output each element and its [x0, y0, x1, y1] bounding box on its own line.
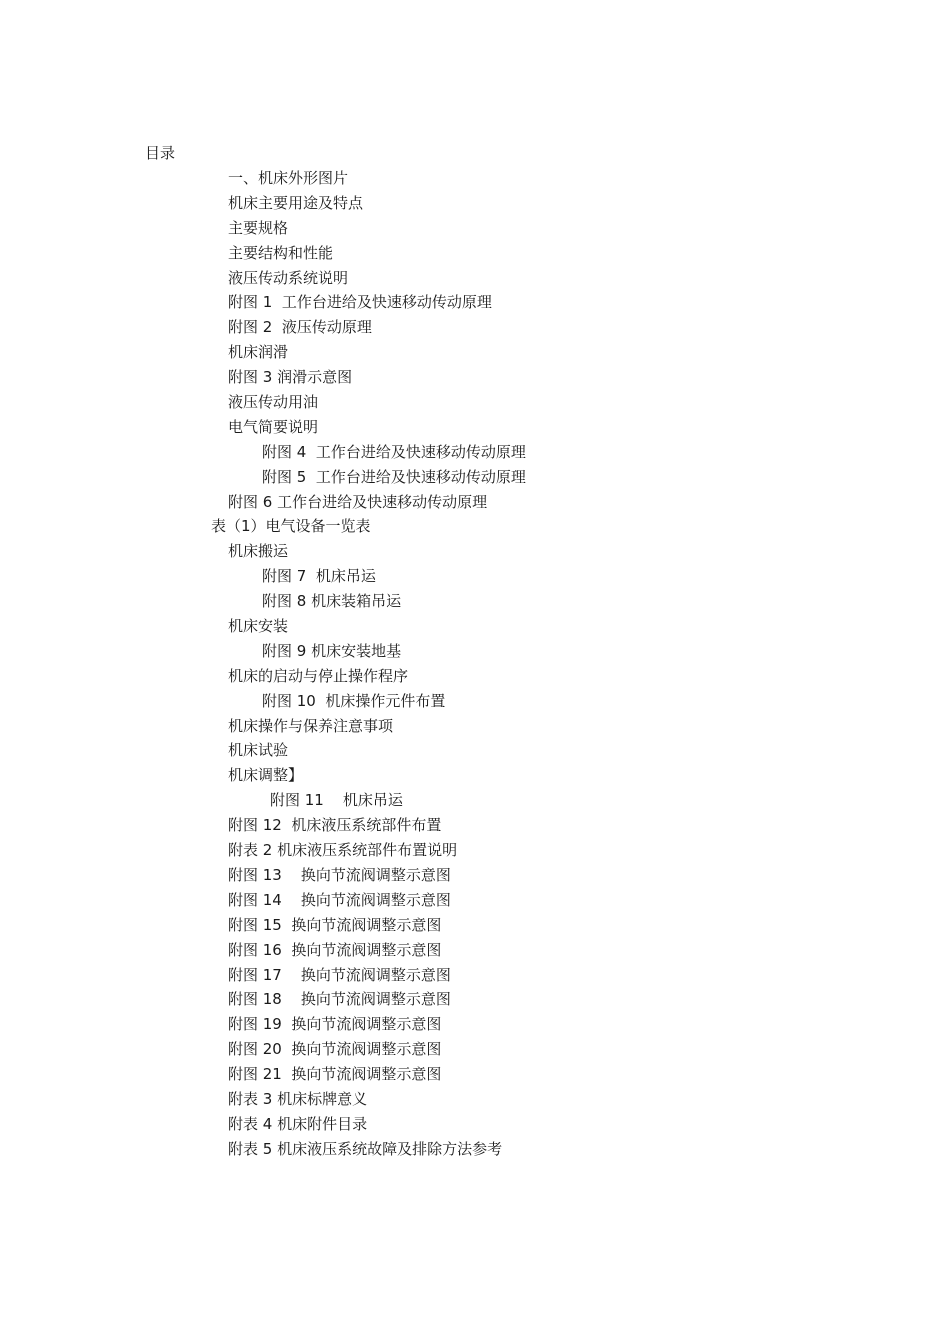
toc-entry: 附图 11 机床吊运 — [270, 791, 403, 810]
toc-entry: 主要结构和性能 — [228, 243, 334, 262]
toc-list — [0, 166, 526, 1162]
toc-entry: 附图 4 工作台进给及快速移动传动原理 — [262, 442, 526, 461]
toc-entry: 一、机床外形图片 — [228, 169, 349, 187]
toc-entry: 机床的启动与停止操作程序 — [228, 666, 409, 685]
toc-entry: 附图 10 机床操作元件布置 — [262, 691, 446, 710]
toc-entry: 附图 6 工作台进给及快速移动传动原理 — [228, 492, 488, 511]
toc-entry: 附表 5 机床液压系统故障及排除方法参考 — [228, 1139, 503, 1158]
toc-entry: 附图 8 机床装箱吊运 — [262, 592, 402, 611]
toc-entry: 附图 21 换向节流阀调整示意图 — [228, 1065, 442, 1084]
toc-entry: 附图 5 工作台进给及快速移动传动原理 — [262, 467, 526, 486]
toc-entry: 附图 17 换向节流阀调整示意图 — [228, 965, 451, 984]
toc-entry: 附图 9 机床安装地基 — [262, 641, 402, 660]
toc-entry: 液压传动系统说明 — [228, 268, 349, 287]
toc-entry: 附表 3 机床标牌意义 — [228, 1089, 368, 1108]
toc-entry: 附图 19 换向节流阀调整示意图 — [228, 1015, 442, 1034]
toc-entry: 液压传动用油 — [228, 393, 319, 412]
toc-entry: 机床调整】 — [228, 766, 304, 785]
toc-entry: 机床安装 — [228, 617, 289, 636]
toc-entry: 附图 12 机床液压系统部件布置 — [228, 816, 442, 835]
toc-entry: 电气简要说明 — [228, 417, 319, 436]
toc-entry: 附图 2 液压传动原理 — [228, 318, 372, 337]
toc-entry: 机床操作与保养注意事项 — [228, 716, 394, 735]
toc-entry: 机床试验 — [228, 741, 289, 760]
toc-entry: 主要规格 — [228, 218, 289, 237]
toc-title: 目录 — [145, 144, 176, 162]
toc-entry: 附图 14 换向节流阀调整示意图 — [228, 890, 451, 909]
toc-entry: 附表 4 机床附件目录 — [228, 1114, 368, 1133]
toc-entry: 附图 18 换向节流阀调整示意图 — [228, 990, 451, 1009]
toc-entry: 附图 15 换向节流阀调整示意图 — [228, 915, 442, 934]
toc-entry: 附图 3 润滑示意图 — [228, 368, 353, 387]
toc-entry: 表（1）电气设备一览表 — [211, 517, 371, 536]
toc-entry: 附图 13 换向节流阀调整示意图 — [228, 865, 451, 884]
toc-entry: 附图 20 换向节流阀调整示意图 — [228, 1040, 442, 1059]
toc-entry: 附图 1 工作台进给及快速移动传动原理 — [228, 293, 492, 312]
toc-entry: 附图 16 换向节流阀调整示意图 — [228, 940, 442, 959]
toc-entry: 机床润滑 — [228, 343, 289, 362]
toc-entry: 机床主要用途及特点 — [228, 193, 364, 212]
toc-entry: 机床搬运 — [228, 542, 289, 561]
toc-entry: 附图 7 机床吊运 — [262, 567, 376, 586]
toc-entry: 附表 2 机床液压系统部件布置说明 — [228, 841, 458, 860]
